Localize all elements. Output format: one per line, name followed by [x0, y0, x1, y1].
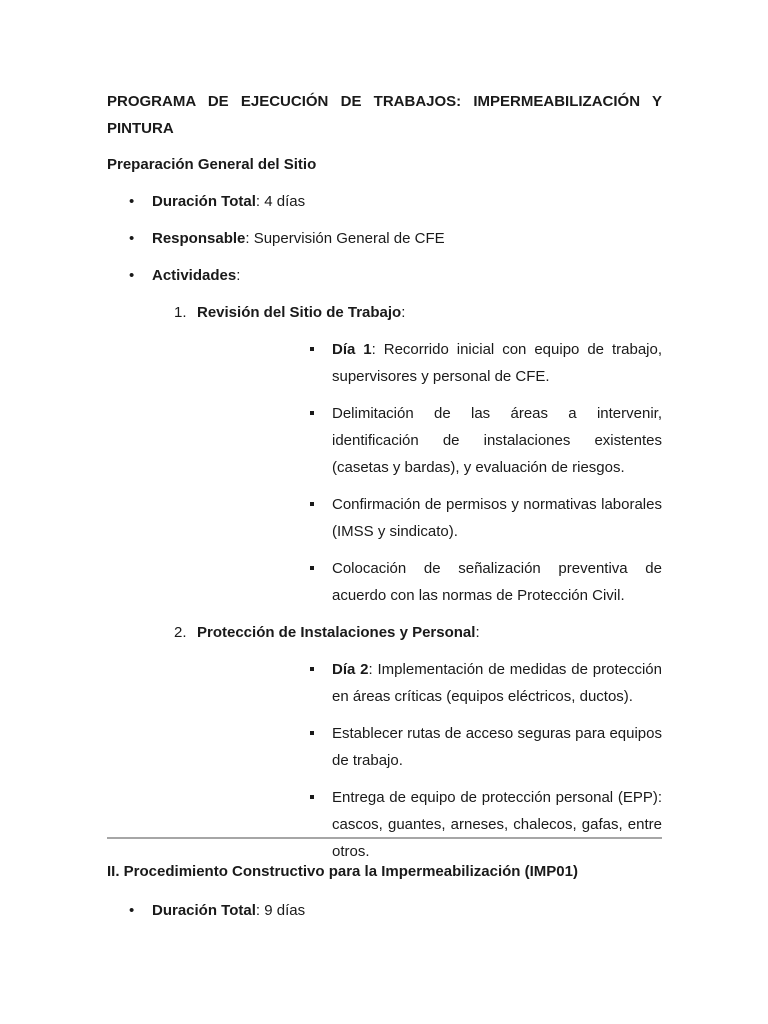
step-number: 2. [174, 624, 187, 641]
item-label: Actividades [152, 267, 237, 284]
document-title: PROGRAMA DE EJECUCIÓN DE TRABAJOS: IMPERMEABILIZACIÓN Y PINTURA [107, 93, 662, 137]
sub-item-text: Entrega de equipo de protección personal (EPP): cascos, guantes, arneses, chalecos, gafas, entre otros. [332, 789, 662, 860]
sub-list-item [197, 336, 662, 390]
item-label: Responsable [152, 230, 246, 247]
section-heading: Preparación General del Sitio [107, 156, 317, 173]
item-text: : [236, 267, 241, 284]
sub-list-item [197, 720, 662, 774]
sub-list-item [197, 491, 662, 545]
horizontal-divider [107, 837, 662, 839]
list-item [107, 188, 662, 215]
step-number: 1. [174, 304, 187, 321]
square-bullet-icon [310, 566, 314, 570]
square-bullet-icon [310, 502, 314, 506]
section-two [107, 858, 662, 934]
section-heading: II. Procedimiento Constructivo para la Impermeabilización (IMP01) [107, 863, 578, 880]
sub-list-item [197, 656, 662, 710]
item-label: Duración Total [152, 902, 256, 919]
sub-bullet-list [197, 336, 662, 609]
sub-bullet-list [197, 656, 662, 865]
list-item [107, 897, 662, 924]
sub-list-item [197, 784, 662, 865]
square-bullet-icon [310, 795, 314, 799]
sub-item-text: Delimitación de las áreas a intervenir, identificación de instalaciones existentes (casetas y bardas), y evaluación de riesgos. [332, 405, 662, 476]
sub-item-label: Día 1 [332, 341, 372, 358]
item-label: Duración Total [152, 193, 256, 210]
numbered-list [107, 299, 662, 865]
sub-item-text: Colocación de señalización preventiva de acuerdo con las normas de Protección Civil. [332, 560, 662, 604]
sub-item-text: Establecer rutas de acceso seguras para equipos de trabajo. [332, 725, 662, 769]
step-text: : [475, 624, 480, 641]
sub-list-item [197, 555, 662, 609]
document-body [107, 88, 662, 875]
square-bullet-icon [310, 731, 314, 735]
step-label: Revisión del Sitio de Trabajo [197, 304, 402, 321]
step-text: : [401, 304, 406, 321]
square-bullet-icon [310, 347, 314, 351]
bullet-icon: • [129, 230, 135, 247]
sub-item-text: Confirmación de permisos y normativas laborales (IMSS y sindicato). [332, 496, 662, 540]
item-text: : 9 días [255, 902, 306, 919]
step-label: Protección de Instalaciones y Personal [197, 624, 476, 641]
step-item [107, 299, 662, 609]
bullet-icon: • [129, 267, 135, 284]
bullet-list [107, 897, 662, 924]
bullet-list [107, 188, 662, 289]
sub-item-label: Día 2 [332, 661, 369, 678]
sub-list-item [197, 400, 662, 481]
square-bullet-icon [310, 411, 314, 415]
square-bullet-icon [310, 667, 314, 671]
sub-item-text: : Implementación de medidas de protección en áreas críticas (equipos eléctricos, ductos). [332, 661, 662, 705]
step-item [107, 619, 662, 865]
item-text: : Supervisión General de CFE [245, 230, 445, 247]
list-item [107, 262, 662, 289]
item-text: : 4 días [255, 193, 306, 210]
sub-item-text: : Recorrido inicial con equipo de trabajo, supervisores y personal de CFE. [332, 341, 662, 385]
bullet-icon: • [129, 193, 135, 210]
bullet-icon: • [129, 902, 135, 919]
list-item [107, 225, 662, 252]
